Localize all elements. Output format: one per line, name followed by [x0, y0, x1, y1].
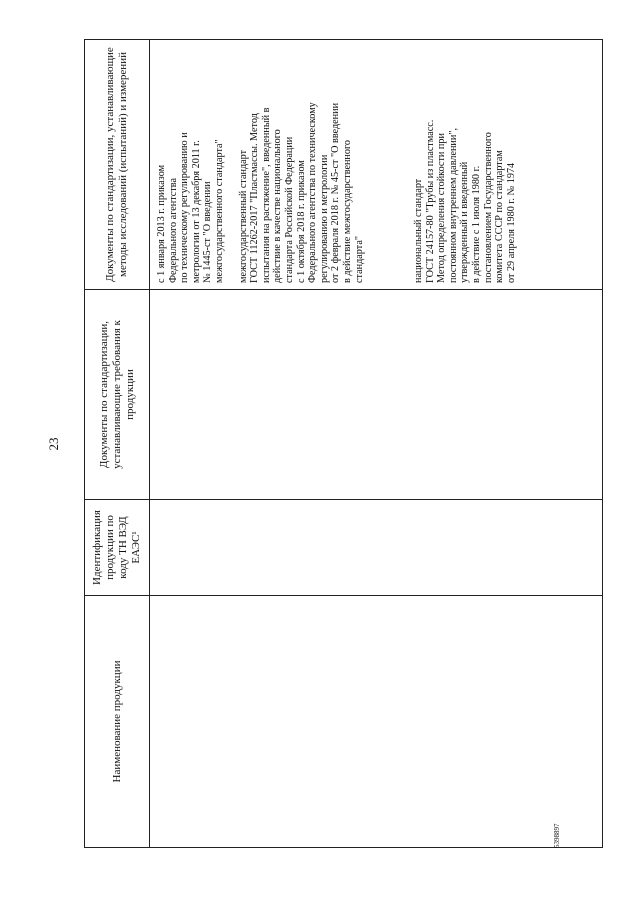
cell-method-standards [150, 40, 603, 290]
table-row [150, 40, 603, 848]
standards-table [84, 39, 603, 848]
method-standard-entry: национальный стандарт ГОСТ 24157-80 "Трубы из пластмасс. Метод определения стойкости при постоянном внутреннем давлении", утвержденный и введенный в действие с 1 июля 1980 г. постановлением Государственного комитета СССР по стандартам от 29 апреля 1980 г. № 1974 [413, 119, 517, 283]
page-number: 23 [46, 437, 61, 451]
header-requirement-standards: Документы по стандартизации, устанавливающие требования к продукции [85, 290, 150, 500]
document-id: 5398897 [553, 823, 561, 848]
header-tn-ved-code: Идентификация продукции по коду ТН ВЭД ЕАЭС¹ [85, 500, 150, 596]
header-product-name: Наименование продукции [85, 596, 150, 848]
rotated-page-content [40, 40, 600, 848]
table-header-row [85, 40, 150, 848]
header-method-standards: Документы по стандартизации, устанавливающие методы исследований (испытаний) и измерений [85, 40, 150, 290]
method-standard-entry: с 1 января 2013 г. приказом Федерального агентства по техническому регулированию и метрологии от 13 декабря 2011 г. № 1445-ст "О введении межгосударственного стандарта" [156, 132, 225, 283]
method-standard-entry: межгосударственный стандарт ГОСТ 11262-2017 "Пластмассы. Метод испытания на растяжение", введенный в действие в качестве национального стандарта Российской Федерации с 1 октября 2018 г. приказом Федерального агентства по техническому регулированию и метрологии от 2 февраля 2018 г. № 45-ст "О введении в действие межгосударственного стандарта" [237, 102, 365, 283]
cell-product-name [150, 596, 603, 848]
cell-tn-ved-code [150, 500, 603, 596]
cell-requirement-standards [150, 290, 603, 500]
